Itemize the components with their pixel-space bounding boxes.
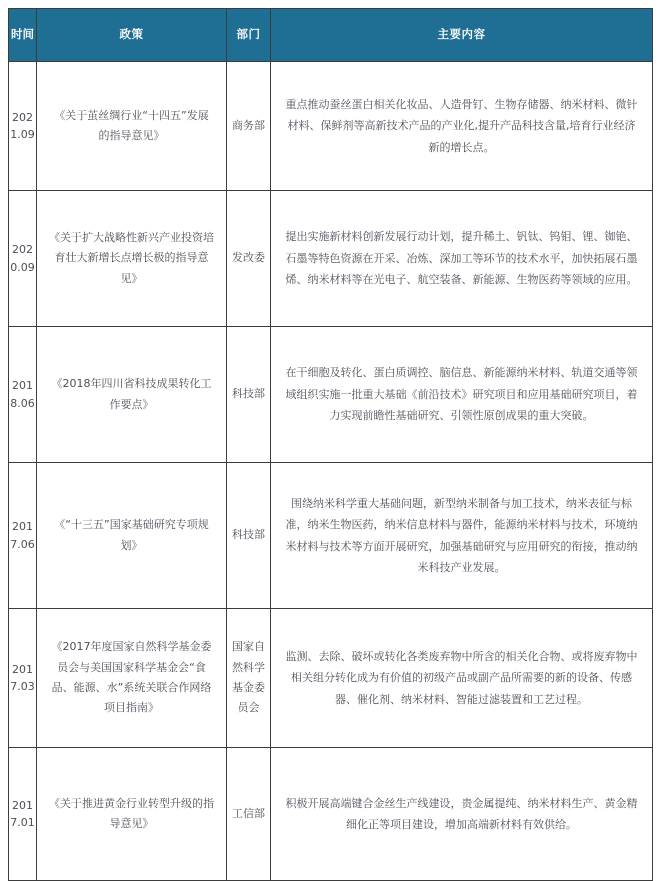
cell-content: 积极开展高端键合金丝生产线建设，贵金属提纯、纳米材料生产、黄金精细化正等项目建设，增加高端新材料有效供给。 — [271, 748, 653, 881]
column-header-time: 时间 — [9, 9, 37, 62]
cell-content: 提出实施新材料创新发展行动计划，提升稀土、钒钛、钨钼、锂、铷铯、石墨等特色资源在开采、冶炼、深加工等环节的技术水平，加快拓展石墨烯、纳米材料等在光电子、航空装备、新能源、生物医药等领域的应用。 — [271, 191, 653, 327]
cell-policy: 《关于茧丝绸行业“十四五”发展的指导意见》 — [37, 62, 227, 191]
table-row — [9, 748, 653, 881]
column-header-department: 部门 — [227, 9, 271, 62]
cell-time: 2017.03 — [9, 609, 37, 748]
cell-policy: 《“十三五”国家基础研究专项规划》 — [37, 463, 227, 609]
cell-time: 2021.09 — [9, 62, 37, 191]
cell-time: 2017.01 — [9, 748, 37, 881]
column-header-policy: 政策 — [37, 9, 227, 62]
cell-content: 重点推动蚕丝蛋白相关化妆品、人造骨钉、生物存储器、纳米材料、微针材料、保鲜剂等高新技术产品的产业化,提升产品科技含量,培育行业经济新的增长点。 — [271, 62, 653, 191]
table-row — [9, 62, 653, 191]
cell-department: 科技部 — [227, 463, 271, 609]
cell-department: 发改委 — [227, 191, 271, 327]
cell-content: 围绕纳米科学重大基础问题，新型纳米制备与加工技术，纳米表征与标准，纳米生物医药，纳米信息材料与器件，能源纳米材料与技术，环境纳米材料与技术等方面开展研究，加强基础研究与应用研究的衔接，推动纳米科技产业发展。 — [271, 463, 653, 609]
cell-time: 2017.06 — [9, 463, 37, 609]
table-row — [9, 609, 653, 748]
cell-content: 在干细胞及转化、蛋白质调控、脑信息、新能源纳米材料、轨道交通等领域组织实施一批重大基础《前沿技术》研究项目和应用基础研究项目，着力实现前瞻性基础研究、引领性原创成果的重大突破。 — [271, 327, 653, 463]
table-header-row — [9, 9, 653, 62]
table-body — [9, 62, 653, 881]
cell-time: 2020.09 — [9, 191, 37, 327]
cell-department: 科技部 — [227, 327, 271, 463]
cell-content: 监测、去除、破坏或转化各类废弃物中所含的相关化合物、或将废弃物中相关组分转化成为有价值的初级产品或副产品所需要的新的设备、传感器、催化剂、纳米材料、智能过滤装置和工艺过程。 — [271, 609, 653, 748]
cell-department: 国家自然科学基金委员会 — [227, 609, 271, 748]
table-header — [9, 9, 653, 62]
cell-policy: 《2017年度国家自然科学基金委员会与美国国家科学基金会“食品、能源、水”系统关联合作网络项目指南》 — [37, 609, 227, 748]
table-row — [9, 463, 653, 609]
cell-time: 2018.06 — [9, 327, 37, 463]
policy-table — [8, 8, 653, 881]
cell-policy: 《2018年四川省科技成果转化工作要点》 — [37, 327, 227, 463]
cell-policy: 《关于扩大战略性新兴产业投资培育壮大新增长点增长极的指导意见》 — [37, 191, 227, 327]
cell-department: 工信部 — [227, 748, 271, 881]
cell-policy: 《关于推进黄金行业转型升级的指导意见》 — [37, 748, 227, 881]
table-row — [9, 327, 653, 463]
column-header-content: 主要内容 — [271, 9, 653, 62]
table-row — [9, 191, 653, 327]
cell-department: 商务部 — [227, 62, 271, 191]
